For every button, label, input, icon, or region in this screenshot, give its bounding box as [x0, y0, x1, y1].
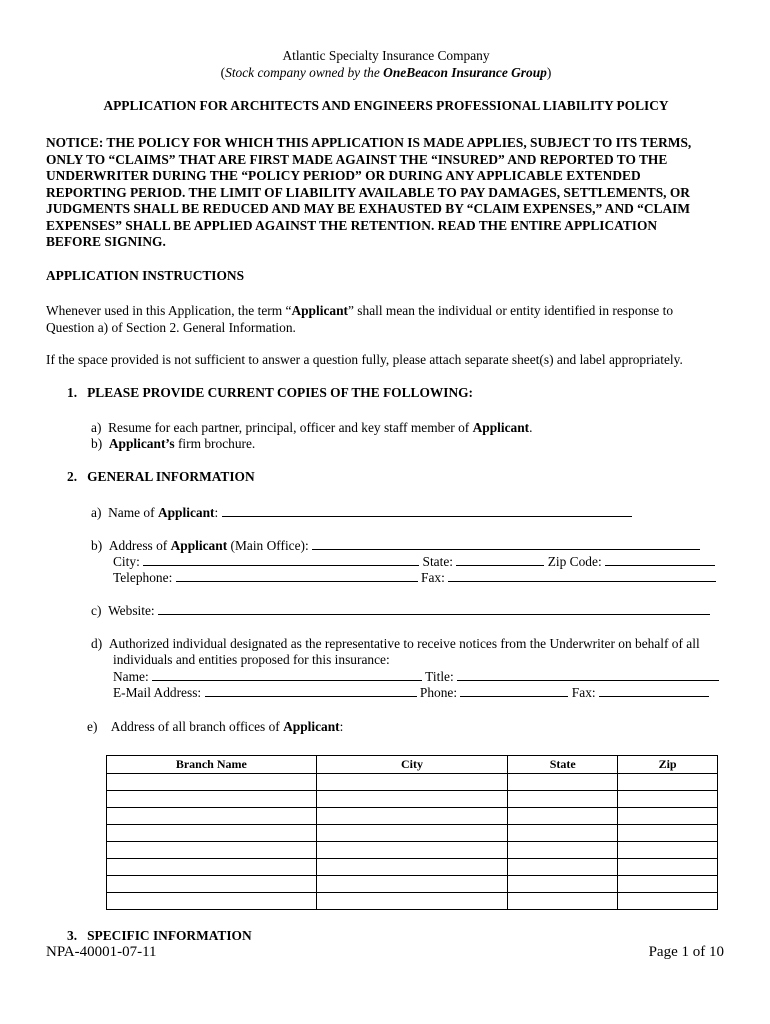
- col-zip: Zip: [618, 756, 718, 774]
- email-phone-fax-row: E-Mail Address: Phone: Fax:: [113, 684, 709, 702]
- subtitle-group: OneBeacon Insurance Group: [383, 65, 547, 80]
- name-title-row: Name: Title:: [113, 668, 719, 686]
- section-1-item-a: a) Resume for each partner, principal, officer and key staff member of Applicant.: [91, 420, 533, 435]
- notice-line: JUDGMENTS SHALL BE REDUCED AND MAY BE EXHAUSTED BY “CLAIM EXPENSES,” AND “CLAIM: [46, 201, 690, 216]
- representative-phone-field[interactable]: [460, 684, 568, 697]
- city-state-zip-row: City: State: Zip Code:: [113, 553, 715, 571]
- table-header-row: [107, 756, 718, 774]
- representative-fax-field[interactable]: [599, 684, 709, 697]
- fax-field[interactable]: [448, 569, 716, 582]
- document-title: APPLICATION FOR ARCHITECTS AND ENGINEERS PROFESSIONAL LIABILITY POLICY: [103, 98, 669, 113]
- table-row[interactable]: [107, 824, 718, 841]
- main-office-address-field[interactable]: [312, 537, 700, 550]
- branch-offices-row: e) Address of all branch offices of Applicant:: [87, 719, 344, 734]
- website-field[interactable]: [158, 602, 710, 615]
- table-row[interactable]: [107, 841, 718, 858]
- notice-line: BEFORE SIGNING.: [46, 234, 166, 249]
- notice-line: UNDERWRITER DURING THE “POLICY PERIOD” OR DURING ANY APPLICABLE EXTENDED: [46, 168, 641, 183]
- notice-line: NOTICE: THE POLICY FOR WHICH THIS APPLICATION IS MADE APPLIES, SUBJECT TO ITS TERMS,: [46, 135, 692, 150]
- notice-block: [46, 135, 726, 251]
- table-row[interactable]: [107, 773, 718, 790]
- table-row[interactable]: [107, 858, 718, 875]
- zip-code-field[interactable]: [605, 553, 715, 566]
- telephone-field[interactable]: [176, 569, 418, 582]
- website-row: c) Website:: [91, 602, 710, 620]
- col-branch-name: Branch Name: [107, 756, 317, 774]
- instructions-paragraph-2: If the space provided is not sufficient to answer a question fully, please attach separate sheet(s) and label appropriately.: [46, 352, 683, 367]
- state-field[interactable]: [456, 553, 544, 566]
- form-number: NPA-40001-07-11: [46, 944, 157, 960]
- section-1-heading: 1. PLEASE PROVIDE CURRENT COPIES OF THE FOLLOWING:: [67, 385, 474, 400]
- table-row[interactable]: [107, 807, 718, 824]
- notice-line: REPORTING PERIOD. THE LIMIT OF LIABILITY AVAILABLE TO PAY DAMAGES, SETTLEMENTS, OR: [46, 184, 690, 200]
- company-subtitle: (Stock company owned by the OneBeacon Insurance Group): [220, 65, 552, 80]
- table-row[interactable]: [107, 875, 718, 892]
- section-1-item-b: b) Applicant’s firm brochure.: [91, 436, 256, 451]
- email-field[interactable]: [205, 684, 417, 697]
- table-row[interactable]: [107, 892, 718, 909]
- notice-line: EXPENSES” SHALL BE APPLIED AGAINST THE RETENTION. READ THE ENTIRE APPLICATION: [46, 217, 658, 233]
- city-field[interactable]: [143, 553, 419, 566]
- instructions-heading: APPLICATION INSTRUCTIONS: [46, 268, 245, 283]
- col-state: State: [508, 756, 618, 774]
- section-3-heading: 3. SPECIFIC INFORMATION: [67, 928, 252, 943]
- subtitle-prefix: Stock company owned by the: [225, 65, 380, 80]
- page-number: Page 1 of 10: [648, 944, 724, 960]
- applicant-name-row: a) Name of Applicant:: [91, 504, 632, 522]
- notice-line: ONLY TO “CLAIMS” THAT ARE FIRST MADE AGAINST THE “INSURED” AND REPORTED TO THE: [46, 151, 668, 167]
- branch-offices-table: [106, 755, 718, 910]
- representative-title-field[interactable]: [457, 668, 719, 681]
- table-row[interactable]: [107, 790, 718, 807]
- representative-name-field[interactable]: [152, 668, 422, 681]
- section-2-heading: 2. GENERAL INFORMATION: [67, 469, 255, 484]
- col-city: City: [316, 756, 508, 774]
- applicant-name-field[interactable]: [222, 504, 632, 517]
- telephone-fax-row: Telephone: Fax:: [113, 569, 716, 587]
- representative-row: d) Authorized individual designated as the representative to receive notices from the Underwriter on behalf of all: [91, 636, 700, 651]
- company-name: Atlantic Specialty Insurance Company: [282, 48, 490, 63]
- applicant-address-row: b) Address of Applicant (Main Office):: [91, 537, 700, 555]
- representative-row-2: individuals and entities proposed for this insurance:: [113, 652, 390, 667]
- instructions-paragraph-1: Whenever used in this Application, the term “Applicant” shall mean the individual or entity identified in response to Question a) of Section 2. General Information.: [46, 303, 674, 335]
